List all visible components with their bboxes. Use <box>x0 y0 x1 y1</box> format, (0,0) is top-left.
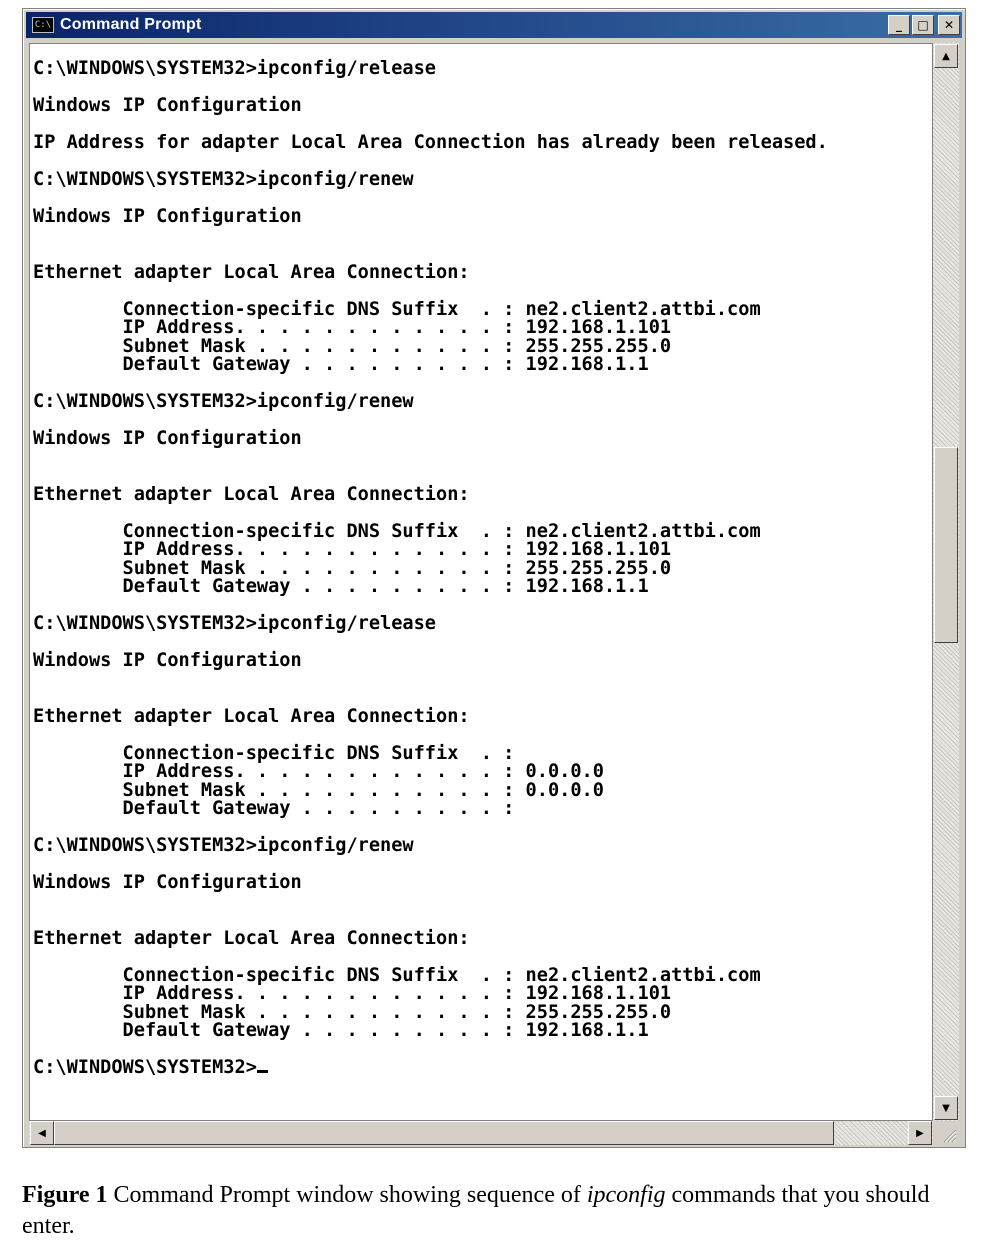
console-line: C:\WINDOWS\SYSTEM32>ipconfig/release <box>33 58 436 79</box>
console-line: IP Address. . . . . . . . . . . . : 192.168.1.101 <box>122 539 672 560</box>
console-line: Ethernet adapter Local Area Connection: <box>33 927 470 949</box>
close-button[interactable]: ✕ <box>938 15 960 35</box>
vertical-scroll-thumb[interactable] <box>934 447 958 643</box>
scroll-left-button[interactable] <box>30 1121 54 1145</box>
caption-text-before: Command Prompt window showing sequence of <box>107 1182 587 1208</box>
command-prompt-window <box>22 8 966 1148</box>
console-line: Default Gateway . . . . . . . . . : 192.168.1.1 <box>122 1020 649 1041</box>
command-prompt-icon[interactable]: C:\ <box>32 17 54 33</box>
resize-grip[interactable] <box>933 1121 959 1145</box>
console-line: Ethernet adapter Local Area Connection: <box>33 261 470 283</box>
caption-text-after: commands that you should enter. <box>22 1182 930 1239</box>
resize-grip-icon <box>943 1129 957 1143</box>
console-line: Subnet Mask . . . . . . . . . . . : 0.0.0.0 <box>122 779 604 801</box>
console-prompt: C:\WINDOWS\SYSTEM32> <box>33 1057 257 1078</box>
console-line: C:\WINDOWS\SYSTEM32>ipconfig/renew <box>33 169 414 190</box>
console-line: Connection-specific DNS Suffix . : ne2.client2.attbi.com <box>122 298 761 320</box>
horizontal-scroll-thumb[interactable] <box>54 1121 834 1145</box>
console-line: Default Gateway . . . . . . . . . : 192.168.1.1 <box>122 354 649 375</box>
console-line: IP Address for adapter Local Area Connection has already been released. <box>33 132 828 153</box>
scroll-up-button[interactable] <box>934 44 958 68</box>
window-controls <box>888 15 960 35</box>
console-line: IP Address. . . . . . . . . . . . : 0.0.0.0 <box>122 761 604 782</box>
console-line: Subnet Mask . . . . . . . . . . . : 255.255.255.0 <box>122 1001 672 1023</box>
figure-caption <box>22 1180 962 1242</box>
console-line: Connection-specific DNS Suffix . : ne2.client2.attbi.com <box>122 520 761 542</box>
console-line: IP Address. . . . . . . . . . . . : 192.168.1.101 <box>122 317 672 338</box>
console-line: Windows IP Configuration <box>33 428 302 449</box>
console-line: Connection-specific DNS Suffix . : ne2.client2.attbi.com <box>122 964 761 986</box>
console-lines <box>33 58 828 1041</box>
text-cursor <box>257 1070 268 1073</box>
arrow-up-icon: ▲ <box>942 50 950 62</box>
console-line: Connection-specific DNS Suffix . : <box>122 742 515 764</box>
console-line: C:\WINDOWS\SYSTEM32>ipconfig/renew <box>33 391 414 412</box>
caption-emphasis: ipconfig <box>586 1182 666 1208</box>
scroll-down-button[interactable] <box>934 1096 958 1120</box>
console-output[interactable] <box>29 43 933 1121</box>
vertical-scrollbar[interactable] <box>933 43 959 1121</box>
console-line: Default Gateway . . . . . . . . . : <box>122 798 515 819</box>
maximize-button[interactable]: □ <box>912 15 934 35</box>
arrow-right-icon: ▶ <box>916 1127 924 1139</box>
console-line: C:\WINDOWS\SYSTEM32>ipconfig/renew <box>33 835 414 856</box>
console-text <box>30 44 932 1078</box>
minimize-button[interactable]: _ <box>888 15 910 35</box>
console-line: Subnet Mask . . . . . . . . . . . : 255.255.255.0 <box>122 557 672 579</box>
window-title: Command Prompt <box>60 16 202 33</box>
console-line: Ethernet adapter Local Area Connection: <box>33 705 470 727</box>
console-line: IP Address. . . . . . . . . . . . : 192.168.1.101 <box>122 983 672 1004</box>
arrow-left-icon: ◀ <box>38 1127 46 1139</box>
console-line: Subnet Mask . . . . . . . . . . . : 255.255.255.0 <box>122 335 672 357</box>
horizontal-scrollbar[interactable] <box>29 1121 933 1145</box>
console-line: Default Gateway . . . . . . . . . : 192.168.1.1 <box>122 576 649 597</box>
console-line: Windows IP Configuration <box>33 872 302 893</box>
figure-label: Figure 1 <box>22 1182 108 1208</box>
arrow-down-icon: ▼ <box>942 1102 950 1114</box>
console-line: Windows IP Configuration <box>33 95 302 116</box>
console-line: Windows IP Configuration <box>33 650 302 671</box>
console-line: Ethernet adapter Local Area Connection: <box>33 483 470 505</box>
title-bar[interactable] <box>26 12 962 38</box>
console-line: C:\WINDOWS\SYSTEM32>ipconfig/release <box>33 613 436 634</box>
console-line: Windows IP Configuration <box>33 206 302 227</box>
scroll-right-button[interactable] <box>908 1121 932 1145</box>
